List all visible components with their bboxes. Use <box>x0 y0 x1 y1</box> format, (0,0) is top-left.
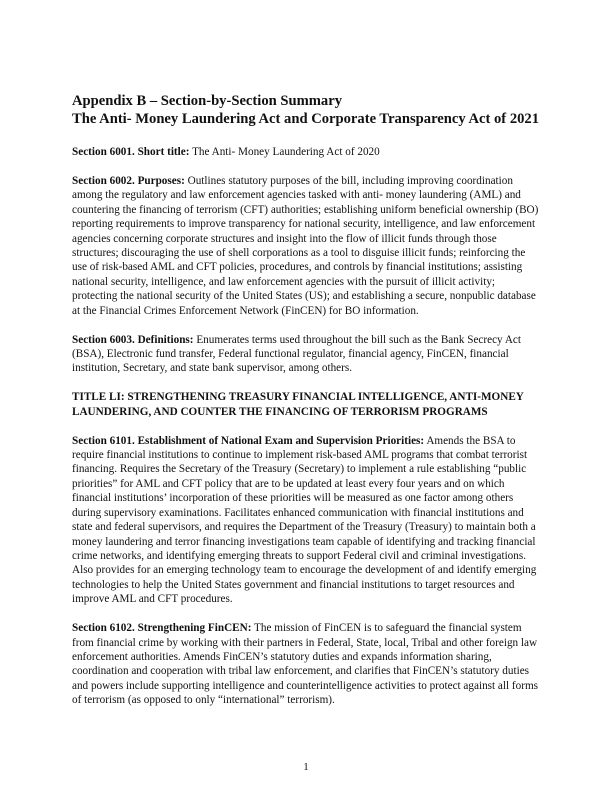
section-text: The Anti- Money Laundering Act of 2020 <box>192 146 380 158</box>
page-number: 1 <box>303 761 309 773</box>
section-label: Section 6003. Definitions: <box>72 333 194 346</box>
section-label: Section 6101. Establishment of National Exam and Supervision Priorities: <box>72 434 425 447</box>
section-text: Enumerates terms used throughout the bill such as the Bank Secrecy Act (BSA), Electronic fund transfer, Federal functional regulator, financial agency, FinCEN, financial institution, Secretary, and state bank supervisor, among others. <box>72 333 521 375</box>
section-label: Section 6102. Strengthening FinCEN: <box>72 622 252 635</box>
title-li-heading: TITLE LI: STRENGTHENING TREASURY FINANCIAL INTELLIGENCE, ANTI-MONEY LAUNDERING, AND COUNTER THE FINANCING OF TERRORISM PROGRAMS <box>72 391 524 418</box>
section-6001 <box>72 145 540 159</box>
section-label: Section 6001. Short title: <box>72 146 190 158</box>
document-title-block <box>72 92 540 128</box>
section-6102 <box>72 621 540 707</box>
section-text: The mission of FinCEN is to safeguard the financial system from financial crime by working with their partners in Federal, State, local, Tribal and other foreign law enforcement authorities. Amends FinCEN’s statutory duties and expands information sharing, coordination and cooperation with tribal law enforcement, and clarifies that FinCEN’s statutory duties and powers include supporting intelligence and counterintelligence activities to protect against all forms of terrorism (as opposed to only “international” terrorism). <box>72 622 539 707</box>
section-6101 <box>72 434 540 607</box>
section-text: Outlines statutory purposes of the bill, including improving coordination among the regulatory and law enforcement agencies tasked with anti- money laundering (AML) and countering the financing of terrorism (CFT) authorities; establishing uniform beneficial ownership (BO) reporting requirements to improve transparency for national security, intelligence, and law enforcement agencies concerning corporate structures and insight into the flow of illicit funds through those structures; discouraging the use of shell corporations as a tool to disguise illicit funds; reinforcing the use of risk-based AML and CFT policies, procedures, and controls by financial institutions; assisting national security, intelligence, and law enforcement agencies with the pursuit of illicit activity; protecting the national security of the United States (US); and establishing a secure, nonpublic database at the Financial Crimes Enforcement Network (FinCEN) for BO information. <box>72 175 539 317</box>
appendix-title: Appendix B – Section-by-Section Summary <box>72 93 343 109</box>
section-label: Section 6002. Purposes: <box>72 175 185 187</box>
act-title: The Anti- Money Laundering Act and Corporate Transparency Act of 2021 <box>72 111 540 127</box>
section-text: Amends the BSA to require financial institutions to continue to implement risk-based AML programs that combat terrorist financing. Requires the Secretary of the Treasury (Secretary) to implement a rule establishing “public priorities” for AML and CFT policy that are to be updated at least every four years and on which financial institutions’ incorporation of these priorities will be measured as one factor among others during supervisory examinations. Facilitates enhanced communication with financial institutions and state and federal supervisors, and requires the Department of the Treasury (Treasury) to maintain both a money laundering and terror financing investigations team capable of identifying and tracking financial crime networks, and identifying emerging threats to support Federal civil and criminal investigations. Also provides for an emerging technology team to encourage the development of and identify emerging technologies to help the United States government and financial institutions to target resources and improve AML and CFT procedures. <box>72 434 537 606</box>
document-page <box>72 92 540 722</box>
section-6002 <box>72 174 540 318</box>
section-6003 <box>72 333 540 376</box>
